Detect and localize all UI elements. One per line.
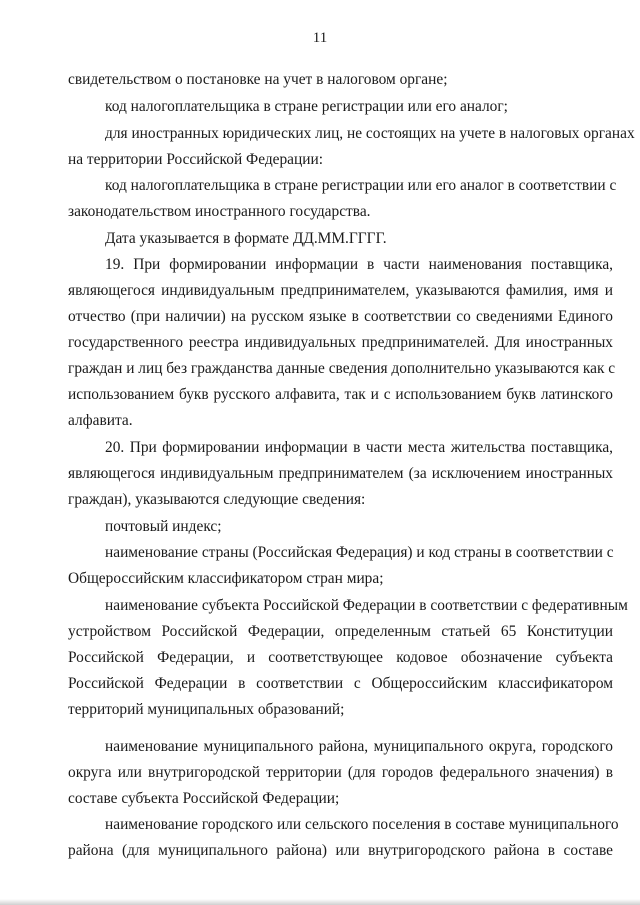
- text-line: граждан), указываются следующие сведения:: [68, 491, 366, 508]
- text-line: являющегося индивидуальным предпринимателем, указываются фамилия, имя и: [68, 282, 613, 299]
- text-line: Дата указывается в формате ДД.ММ.ГГГГ.: [105, 230, 387, 247]
- text-line: государственного реестра индивидуальных предпринимателей. Для иностранных: [68, 334, 613, 351]
- text-line: Общероссийским классификатором стран мира;: [68, 570, 384, 587]
- text-line: на территории Российской Федерации:: [68, 151, 323, 168]
- text-line: наименование муниципального района, муниципального округа, городского: [105, 738, 613, 755]
- text-line: законодательством иностранного государства.: [68, 203, 371, 220]
- text-line: код налогоплательщика в стране регистрации или его аналог;: [105, 98, 508, 115]
- text-line: территорий муниципальных образований;: [68, 701, 345, 718]
- page-number: 11: [312, 30, 328, 46]
- text-line: наименование страны (Российская Федерация) и код страны в соответствии с: [105, 544, 614, 561]
- text-line: использованием букв русского алфавита, так и с использованием букв латинского: [68, 386, 613, 403]
- text-line: округа или внутригородской территории (для городов федерального значения) в: [68, 764, 613, 781]
- scan-edge: [0, 899, 640, 905]
- text-line: составе субъекта Российской Федерации;: [68, 790, 340, 807]
- text-line: свидетельством о постановке на учет в налоговом органе;: [68, 71, 448, 88]
- text-line: алфавита.: [68, 412, 133, 429]
- text-line: 19. При формировании информации в части наименования поставщика,: [105, 256, 613, 273]
- text-line: являющегося индивидуальным предпринимателем (за исключением иностранных: [68, 465, 613, 482]
- text-line: района (для муниципального района) или внутригородского района в составе: [68, 842, 613, 859]
- text-line: Российской Федерации, и соответствующее кодовое обозначение субъекта: [68, 649, 613, 666]
- text-line: граждан и лиц без гражданства данные сведения дополнительно указываются как с: [68, 360, 616, 377]
- text-line: Российской Федерации в соответствии с Общероссийским классификатором: [68, 675, 613, 692]
- text-line: для иностранных юридических лиц, не состоящих на учете в налоговых органах: [105, 125, 635, 142]
- text-line: код налогоплательщика в стране регистрации или его аналог в соответствии с: [105, 177, 617, 194]
- text-line: наименование субъекта Российской Федерации в соответствии с федеративным: [105, 597, 628, 614]
- text-line: 20. При формировании информации в части места жительства поставщика,: [105, 439, 613, 456]
- text-line: устройством Российской Федерации, определенным статьей 65 Конституции: [68, 623, 613, 640]
- text-line: почтовый индекс;: [105, 518, 222, 535]
- text-line: отчество (при наличии) на русском языке в соответствии со сведениями Единого: [68, 308, 613, 325]
- text-line: наименование городского или сельского поселения в составе муниципального: [105, 816, 619, 833]
